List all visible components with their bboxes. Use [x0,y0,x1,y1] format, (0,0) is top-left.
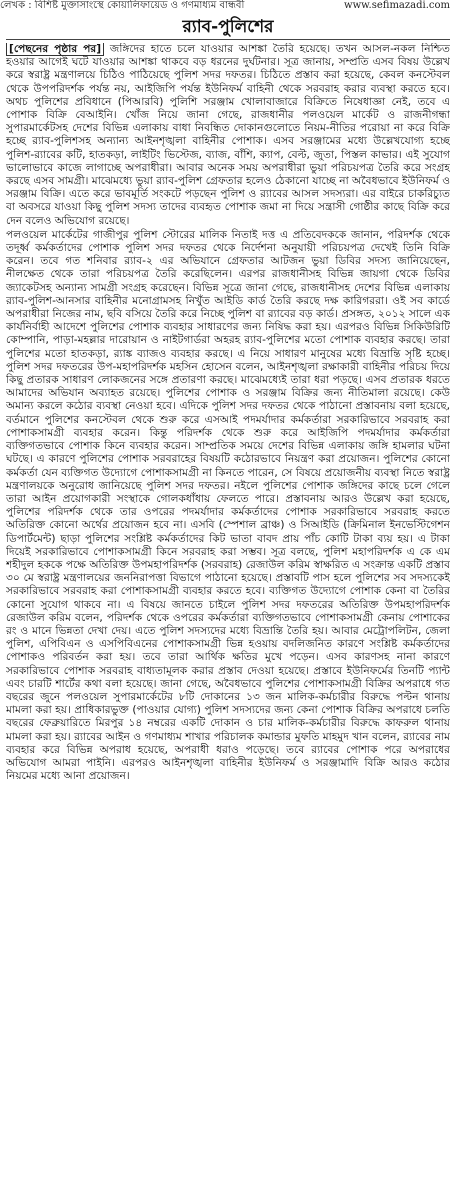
article-paragraph-2 [6,229,450,784]
site-url: www.sefimazadi.com [344,0,450,11]
article-paragraph-1 [6,43,450,228]
byline-text: লেখক : বিশিষ্ট মুক্তাসাংস্থে কোয়ালিফায়েড ও গণমাধ্যম বান্ধবী [0,0,245,11]
article-title: র‍্যাব-পুলিশের [182,17,274,37]
article-body [6,43,450,1193]
continued-label: [পেছনের পৃষ্ঠার পর] [6,43,104,56]
top-header-strip [0,0,456,14]
paragraph-text-2: পলওয়েল মার্কেটের গাজীপুর পুলিশ স্টোরের মালিক নিতাই দত্ত এ প্রতিবেদককে জানান, পরিদর্শক থেকে তদূর্ধ্ব কর্মকর্তাদের পোশাক পুলিশ সদর দফতর থেকে নির্দেশনা অনুযায়ী পরিচয়পত্র দেখেই তিনি বিক্রি করেন। তবে গত শনিবার র‍্যাব-২ এর অভিযানে গ্রেফতার আটজন ভুয়া ডিবির সদস্য জানিয়েছেন, নীলক্ষেত থেকে তারা পরিচয়পত্র তৈরি করেছিলেন। এরপর রাজধানীসহ বিভিন্ন জায়গা থেকে ডিবির জ্যাকেটসহ অন্যান্য সামগ্রী সংগ্রহ করেছেন। বিভিন্ন সূত্রে জানা গেছে, রাজধানীসহ দেশের বিভিন্ন এলাকায় র‍্যাব-পুলিশ-আনসার বাহিনীর মনোগ্রামসহ নিখুঁত আইডি কার্ড তৈরি করছে দক্ষ কারিগররা। ওই সব কার্ডে অপরাধীরা নিজের নাম, ছবি বসিয়ে তৈরি করে নিচ্ছে পুলিশ বা র‍্যাবের বড় কার্ড। প্রসঙ্গত, ২০১২ সালে এক কার্যনির্বাহী আদেশে পুলিশের পোশাক ব্যবহার সাধারণের জন্য নিষিদ্ধ করা হয়। এরপরও বিভিন্ন সিকিউরিটি কোম্পানি, পাড়া-মহল্লার দারোয়ান ও নাইটগার্ডরা অহরহ র‍্যাব-পুলিশের মতো পোশাক ব্যবহার করছে। তারা পুলিশের মতো হাতকড়া, র‍্যাঙ্ক ব্যাজও ব্যবহার করছে। এ নিয়ে সাধারণ মানুষের মধ্যে বিভ্রান্তি সৃষ্টি হচ্ছে। পুলিশ সদর দফতরের উপ-মহাপরিদর্শক মহসিন হোসেন বলেন, আইনশৃঙ্খলা রক্ষাকারী বাহিনীর পরিচয় দিয়ে কিছু প্রতারক সাধারণ লোকজনের সঙ্গে প্রতারণা করছে। মাঝেমধ্যেই তারা ধরা পড়ছে। এসব প্রতারক ধরতে আমাদের অভিযান অব্যাহত রয়েছে। পুলিশের পোশাক ও সরঞ্জাম বিক্রির জন্য নীতিমালা রয়েছে। কেউ অমান্য করলে কঠোর ব্যবস্থা নেওয়া হবে। এদিকে পুলিশ সদর দফতর থেকে পাঠানো প্রস্তাবনায় বলা হয়েছে, বর্তমানে পুলিশের কনস্টেবল থেকে শুরু করে এসআই পদমর্যাদার কর্মকর্তারা সরকারিভাবে সরবরাহ করা পোশাকসামগ্রী ব্যবহার করেন। কিন্তু পরিদর্শক থেকে শুরু করে আইজিপি পদমর্যাদার কর্মকর্তারা ব্যক্তিগতভাবে পোশাক কিনে ব্যবহার করেন। সাম্প্রতিক সময়ে দেশের বিভিন্ন এলাকায় জঙ্গি হামলার ঘটনা ঘটছে। এ কারণে পুলিশের পোশাক সরবরাহের বিষয়টি কঠোরভাবে নিয়ন্ত্রণ করা প্রয়োজন। পুলিশের কোনো কর্মকর্তা যেন ব্যক্তিগত উদ্যোগে পোশাকসামগ্রী না কিনতে পারেন, সে বিষয়ে প্রয়োজনীয় ব্যবস্থা নিতে স্বরাষ্ট্র মন্ত্রণালয়কে অনুরোধ জানিয়েছে পুলিশ সদর দফতর। নইলে পুলিশের পোশাক জঙ্গিদের কাছে চলে গেলে তারা আইন প্রয়োগকারী সংস্থাকে গোলকধাঁধায় ফেলতে পারে। প্রস্তাবনায় আরও উল্লেখ করা হয়েছে, পুলিশের পরিদর্শক থেকে তার ওপরের পদমর্যাদার কর্মকর্তাদের পোশাক সরকারিভাবে সরবরাহ করতে অতিরিক্ত কোনো অর্থের প্রয়োজন হবে না। এসবি (স্পেশাল ব্রাঞ্চ) ও সিআইডি (ক্রিমিনাল ইনভেস্টিগেশন ডিপার্টমেন্ট) ছাড়া পুলিশের সংশ্লিষ্ট কর্মকর্তাদের কিট ভাতা বাবদ প্রায় পাঁচ কোটি টাকা ব্যয় হয়। এ টাকা দিয়েই সরকারিভাবে পোশাকসামগ্রী কিনে সরবরাহ করা সম্ভব। সূত্র বলছে, পুলিশ মহাপরিদর্শক এ কে এম শহীদুল হককে পক্ষে অতিরিক্ত উপমহাপরিদর্শক (সরবরাহ) রেজাউল করিম স্বাক্ষরিত এ সংক্রান্ত একটি প্রস্তাব ৩০ মে স্বরাষ্ট্র মন্ত্রণালয়ের জননিরাপত্তা বিভাগে পাঠানো হয়েছে। প্রস্তাবটি পাস হলে পুলিশের সব সদস্যকেই সরকারিভাবে সরবরাহ করা পোশাকসামগ্রী ব্যবহার করতে হবে। ব্যক্তিগত উদ্যোগে পোশাক কেনা বা তৈরির কোনো সুযোগ থাকবে না। এ বিষয়ে জানতে চাইলে পুলিশ সদর দফতরের অতিরিক্ত উপমহাপরিদর্শক রেজাউল করিম বলেন, পরিদর্শক থেকে ওপরের কর্মকর্তারা ব্যক্তিগতভাবে পোশাকসামগ্রী কেনায় পোশাকের রং ও মানে ভিন্নতা দেখা দেয়। এতে পুলিশ সদস্যদের মধ্যে বিভ্রান্তি তৈরি হয়। আবার মেট্রোপলিটন, জেলা পুলিশ, এপিবিএন ও এসপিবিএনের পোশাকসামগ্রী ভিন্ন হওয়ায় বদলিজনিত কারণে সংশ্লিষ্ট কর্মকর্তাদের পোশাকও পরিবর্তন করা হয়। তবে তারা আর্থিক ক্ষতির মুখে পড়েন। এসব কারণসহ নানা কারণে সরকারিভাবে পোশাক সরবরাহ বাধ্যতামূলক করার প্রস্তাব দেওয়া হয়েছে। প্রস্তাবে ইউনিফর্মের তিনটি প্যান্ট এবং চারটি শার্টের কথা বলা হয়েছে। জানা গেছে, অবৈধভাবে পুলিশের পোশাকসামগ্রী বিক্রির অপরাধে গত বছরের জুনে পলওয়েল সুপারমার্কেটের ৮টি দোকানের ১৩ জন মালিক-কর্মচারীর বিরুদ্ধে পল্টন থানায় মামলা করা হয়। প্রাধিকারভুক্ত (পাওয়ার যোগ্য) পুলিশ সদস্যদের জন্য কেনা পোশাক বিক্রির অপরাধে চলতি বছরের ফেব্রুয়ারিতে মিরপুর ১৪ নম্বরের একটি দোকান ও চার মালিক-কর্মচারীর বিরুদ্ধে কাফরুল থানায় মামলা করা হয়। র‍্যাবের আইন ও গণমাধ্যম শাখার পরিচালক কমান্ডার মুফতি মাহমুদ খান বলেন, র‍্যাবের নাম ব্যবহার করে বিভিন্ন অপরাধ হয়েছে, অপরাধী ধরাও পড়েছে। তবে র‍্যাবের পোশাক পরে অপরাধের অভিযোগ আমরা পাইনি। এরপরও আইনশৃঙ্খলা বাহিনীর ইউনিফর্ম ও সরঞ্জামাদি বিক্রি আরও কঠোর নিয়মের মধ্যে আনা প্রয়োজন। [6,228,450,783]
title-divider [6,39,450,40]
paragraph-text-1: জঙ্গিদের হাতে চলে যাওয়ার আশঙ্কা তৈরি হয়েছে। তখন আসল-নকল নিশ্চিত হওয়ার আগেই ঘটে যাওয়ার আশঙ্কা থাকবে বড় ধরনের দুর্ঘটনার। সূত্র জানায়, সম্প্রতি এসব বিষয় উল্লেখ করে স্বরাষ্ট্র মন্ত্রণালয়ে চিঠিও পাঠিয়েছে পুলিশ সদর দফতর। চিঠিতে প্রস্তাব করা হয়েছে, কেবল কনস্টেবল থেকে উপপরিদর্শক পর্যন্ত নয়, আইজিপি পর্যন্ত ইউনিফর্ম বাহিনী থেকে সরবরাহ করার ব্যবস্থা করতে হবে। অথচ পুলিশের প্রবিধানে (পিআরবি) পুলিশি সরঞ্জাম খোলাবাজারে বিক্রিতে নিষেধাজ্ঞা নেই, তবে এ পোশাক বিক্রি বেআইনি। খোঁজ নিয়ে জানা গেছে, রাজধানীর পলওয়েল মার্কেট ও রাজনীগন্ধা সুপারমার্কেটসহ দেশের বিভিন্ন এলাকায় বাধা নিবন্ধিত দোকানগুলোতে নিয়ম-নীতির পরোয়া না করে বিক্রি হচ্ছে র‍্যাব-পুলিশসহ অন্যান্য আইনশৃঙ্খলা বাহিনীর পোশাক। এসব সরঞ্জামের মধ্যে উল্লেখযোগ্য হচ্ছে পুলিশ-র‍্যাবের কটি, হাতকড়া, লাইটিং ভিস্টেজ, ব্যাজ, বাঁশি, ক্যাপ, বেল্ট, জুতা, পিস্তল কাভার। এই সুযোগ ভালোভাবে কাজে লাগাচ্ছে অপরাধীরা। আবার অনেক সময় অপরাধীরা ভুয়া পরিচয়পত্র তৈরি করে সংগ্রহ করছে এসব সামগ্রী। মাঝেমধ্যে ভুয়া র‍্যাব-পুলিশ গ্রেফতার হলেও ঠেকানো যাচ্ছে না অবৈধভাবে ইউনিফর্ম ও সরঞ্জাম বিক্রি। এতে করে ভাবমূর্তি সংকটে পড়ছেন পুলিশ ও র‍্যাবের আসল সদস্যরা। এর বাইরে চাকরিচ্যুত বা অবসরে যাওয়া কিছু পুলিশ সদস্য তাদের ব্যবহৃত পোশাক জমা না দিয়ে সন্ত্রাসী গোষ্ঠীর কাছে বিক্রি করে দেন বলেও অভিযোগ রয়েছে। [6,43,450,227]
